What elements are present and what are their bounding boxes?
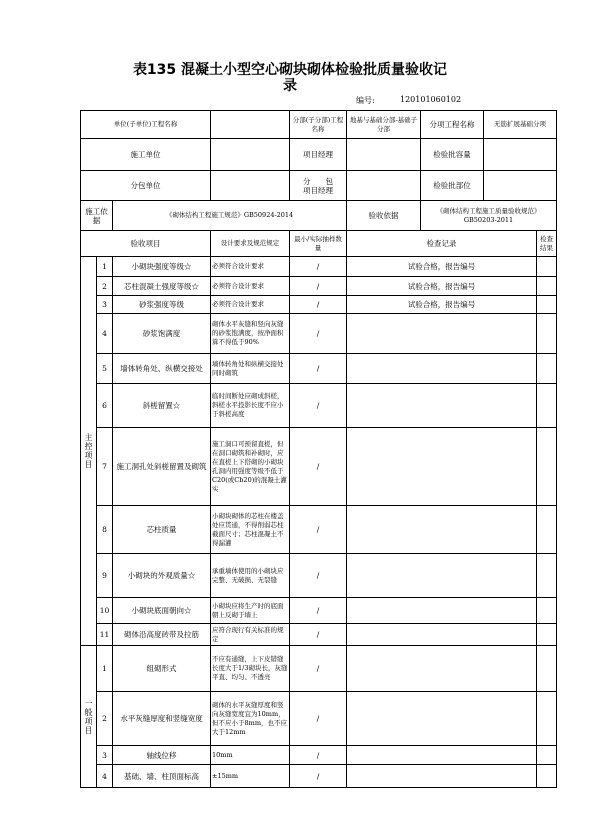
subcontract-pm-value[interactable] bbox=[347, 171, 421, 201]
subpart-value: 地基与基础分部-基础子分部 bbox=[347, 111, 421, 139]
table-row bbox=[81, 646, 557, 692]
item-check-result[interactable] bbox=[537, 554, 557, 598]
item-check-record[interactable] bbox=[347, 746, 537, 765]
item-name: 芯柱混凝土强度等级☆ bbox=[113, 277, 211, 296]
item-requirement: 10mm bbox=[211, 746, 290, 765]
item-check-record[interactable]: 试验合格，报告编号 bbox=[347, 257, 537, 277]
item-number: 3 bbox=[97, 746, 113, 765]
item-sample-count[interactable]: / bbox=[290, 554, 347, 598]
item-check-result[interactable] bbox=[537, 646, 557, 692]
header-row-unit bbox=[81, 111, 557, 139]
item-check-record[interactable] bbox=[347, 384, 537, 428]
item-number: 10 bbox=[97, 598, 113, 624]
subcontract-unit-value[interactable] bbox=[211, 171, 290, 201]
batch-part-label: 检验批部位 bbox=[421, 171, 484, 201]
item-name: 砂浆饱满度 bbox=[113, 314, 211, 354]
item-number: 8 bbox=[97, 506, 113, 554]
table-row bbox=[81, 624, 557, 646]
item-name: 芯柱质量 bbox=[113, 506, 211, 554]
item-sample-count[interactable]: / bbox=[290, 428, 347, 506]
batch-capacity-label: 检验批容量 bbox=[421, 139, 484, 171]
inspection-form-table bbox=[80, 110, 557, 788]
item-sample-count[interactable]: / bbox=[290, 257, 347, 277]
item-requirement: ±15mm bbox=[211, 765, 290, 788]
col-sample-header: 最小/实际抽样数量 bbox=[290, 231, 347, 257]
table-row bbox=[81, 554, 557, 598]
item-check-result[interactable] bbox=[537, 257, 557, 277]
batch-part-value[interactable] bbox=[484, 171, 557, 201]
unit-name-value[interactable] bbox=[211, 111, 290, 139]
item-requirement: 必须符合设计要求 bbox=[211, 257, 290, 277]
acceptance-basis-value: 《砌体结构工程施工质量验收规范》GB50203-2011 bbox=[421, 201, 557, 231]
item-check-record[interactable] bbox=[347, 598, 537, 624]
unit-name-label: 单位(子单位)工程名称 bbox=[81, 111, 211, 139]
table-row bbox=[81, 384, 557, 428]
item-requirement: 砌体的水平灰缝厚度和竖向灰缝宽度宜为10mm，但不应小于8mm，也不应大于12mm bbox=[211, 692, 290, 746]
table-row bbox=[81, 746, 557, 765]
item-name-value: 无筋扩展基础分项 bbox=[484, 111, 557, 139]
item-sample-count[interactable]: / bbox=[290, 506, 347, 554]
col-result-header: 检查结果 bbox=[537, 231, 557, 257]
item-check-result[interactable] bbox=[537, 746, 557, 765]
item-number: 4 bbox=[97, 314, 113, 354]
item-name: 基础、墙、柱顶面标高 bbox=[113, 765, 211, 788]
item-name: 砌体沿高度砖带及拉筋 bbox=[113, 624, 211, 646]
item-requirement: 小砌块应将生产时的底面朝上反砌于墙上 bbox=[211, 598, 290, 624]
item-name: 轴线位移 bbox=[113, 746, 211, 765]
item-number: 1 bbox=[97, 646, 113, 692]
header-row-construction bbox=[81, 139, 557, 171]
item-number: 4 bbox=[97, 765, 113, 788]
column-header-row bbox=[81, 231, 557, 257]
general-group-label-text: 一般项目 bbox=[84, 698, 93, 735]
item-check-record[interactable] bbox=[347, 624, 537, 646]
item-requirement: 砌体水平灰缝和竖向灰缝的砂浆饱满度，按净面积算不得低于90% bbox=[211, 314, 290, 354]
code-value: 120101060102 bbox=[400, 95, 462, 104]
item-check-record[interactable] bbox=[347, 646, 537, 692]
table-row bbox=[81, 692, 557, 746]
item-sample-count[interactable]: / bbox=[290, 692, 347, 746]
item-check-record[interactable] bbox=[347, 692, 537, 746]
item-sample-count[interactable]: / bbox=[290, 765, 347, 788]
item-check-result[interactable] bbox=[537, 314, 557, 354]
subcontract-pm-label: 分 包 项目经理 bbox=[290, 171, 347, 201]
batch-capacity-value[interactable] bbox=[484, 139, 557, 171]
item-sample-count[interactable]: / bbox=[290, 624, 347, 646]
item-name: 小砌块强度等级☆ bbox=[113, 257, 211, 277]
item-name: 组砌形式 bbox=[113, 646, 211, 692]
item-check-result[interactable] bbox=[537, 765, 557, 788]
item-name: 砂浆强度等级 bbox=[113, 296, 211, 314]
item-number: 7 bbox=[97, 428, 113, 506]
item-requirement: 小砌块砌体的芯柱在楼盖处应贯通，不得削弱芯柱截面尺寸；芯柱混凝土不得漏灌 bbox=[211, 506, 290, 554]
subcontract-unit-label: 分包单位 bbox=[81, 171, 211, 201]
item-number: 2 bbox=[97, 277, 113, 296]
title-line-1: 表135 混凝土小型空心砌块砌体检验批质量验收记 bbox=[132, 62, 448, 78]
header-row-basis bbox=[81, 201, 557, 231]
item-check-record[interactable] bbox=[347, 314, 537, 354]
item-requirement: 必须符合设计要求 bbox=[211, 296, 290, 314]
item-requirement: 应符合现行有关标准的规定 bbox=[211, 624, 290, 646]
project-manager-label: 项目经理 bbox=[290, 139, 347, 171]
item-number: 6 bbox=[97, 384, 113, 428]
item-requirement: 墙体转角处和纵横交接处同时砌筑 bbox=[211, 354, 290, 384]
item-number: 11 bbox=[97, 624, 113, 646]
item-name: 小砌块底面朝向☆ bbox=[113, 598, 211, 624]
item-requirement: 不应有通缝，上下皮错缝长度大于1/3砌块长，灰缝平直、均匀、不透亮 bbox=[211, 646, 290, 692]
item-check-record[interactable]: 试验合格，报告编号 bbox=[347, 296, 537, 314]
table-row bbox=[81, 257, 557, 277]
item-check-result[interactable] bbox=[537, 598, 557, 624]
item-name: 斜槎留置☆ bbox=[113, 384, 211, 428]
item-sample-count[interactable]: / bbox=[290, 598, 347, 624]
table-row bbox=[81, 277, 557, 296]
acceptance-basis-label: 验收依据 bbox=[347, 201, 421, 231]
table-row bbox=[81, 354, 557, 384]
item-requirement: 承重墙体使用的小砌块应完整、无破损、无裂缝 bbox=[211, 554, 290, 598]
project-manager-value[interactable] bbox=[347, 139, 421, 171]
item-check-record[interactable] bbox=[347, 554, 537, 598]
item-name: 水平灰缝厚度和竖缝宽度 bbox=[113, 692, 211, 746]
table-row bbox=[81, 765, 557, 788]
item-name: 小砌块的外观质量☆ bbox=[113, 554, 211, 598]
header-row-subcontract bbox=[81, 171, 557, 201]
basis-value: 《砌体结构工程施工规范》GB50924-2014 bbox=[113, 201, 347, 231]
main-control-group-label-text: 主控项目 bbox=[84, 433, 93, 469]
item-check-record[interactable] bbox=[347, 354, 537, 384]
table-row bbox=[81, 506, 557, 554]
col-record-header: 检查记录 bbox=[347, 231, 537, 257]
item-check-result[interactable] bbox=[537, 277, 557, 296]
general-group-label bbox=[81, 646, 97, 788]
item-check-record[interactable]: 试验合格，报告编号 bbox=[347, 277, 537, 296]
table-row bbox=[81, 598, 557, 624]
table-row bbox=[81, 428, 557, 506]
item-requirement: 必须符合设计要求 bbox=[211, 277, 290, 296]
col-requirement-header: 设计要求及规范规定 bbox=[211, 231, 290, 257]
item-check-result[interactable] bbox=[537, 428, 557, 506]
subpart-label: 分部(子分部)工程名称 bbox=[290, 111, 347, 139]
item-check-record[interactable] bbox=[347, 428, 537, 506]
item-check-result[interactable] bbox=[537, 506, 557, 554]
item-number: 3 bbox=[97, 296, 113, 314]
construction-unit-label: 施工单位 bbox=[81, 139, 211, 171]
item-check-result[interactable] bbox=[537, 384, 557, 428]
basis-label: 施工依据 bbox=[81, 201, 113, 231]
item-sample-count[interactable]: / bbox=[290, 314, 347, 354]
item-name: 墙体转角处、纵横交接处 bbox=[113, 354, 211, 384]
item-number: 5 bbox=[97, 354, 113, 384]
item-requirement: 临时间断处应砌成斜槎，斜槎水平投影长度不应小于斜槎高度 bbox=[211, 384, 290, 428]
item-number: 1 bbox=[97, 257, 113, 277]
item-sample-count[interactable]: / bbox=[290, 646, 347, 692]
item-name: 施工洞孔处斜槎留置及砌筑 bbox=[113, 428, 211, 506]
page-title bbox=[80, 62, 500, 94]
item-check-record[interactable] bbox=[347, 765, 537, 788]
table-row bbox=[81, 314, 557, 354]
item-check-result[interactable] bbox=[537, 296, 557, 314]
title-line-2: 录 bbox=[283, 78, 297, 94]
item-check-result[interactable] bbox=[537, 624, 557, 646]
code-label: 编号: bbox=[356, 96, 375, 105]
item-check-record[interactable] bbox=[347, 506, 537, 554]
construction-unit-value[interactable] bbox=[211, 139, 290, 171]
item-requirement: 施工洞口可预留直槎，但在洞口砌筑和补砌时，应在直槎上下搭砌的小砌块孔洞内用强度等级不低于C20(或Cb20)的混凝土灌实 bbox=[211, 428, 290, 506]
col-item-header: 验收项目 bbox=[81, 231, 211, 257]
item-sample-count[interactable]: / bbox=[290, 296, 347, 314]
table-row bbox=[81, 296, 557, 314]
item-name-label: 分项工程名称 bbox=[421, 111, 484, 139]
item-check-result[interactable] bbox=[537, 354, 557, 384]
item-sample-count[interactable]: / bbox=[290, 354, 347, 384]
item-sample-count[interactable]: / bbox=[290, 746, 347, 765]
item-sample-count[interactable]: / bbox=[290, 277, 347, 296]
item-sample-count[interactable]: / bbox=[290, 384, 347, 428]
item-number: 2 bbox=[97, 692, 113, 746]
item-number: 9 bbox=[97, 554, 113, 598]
main-control-group-label bbox=[81, 257, 97, 646]
item-check-result[interactable] bbox=[537, 692, 557, 746]
